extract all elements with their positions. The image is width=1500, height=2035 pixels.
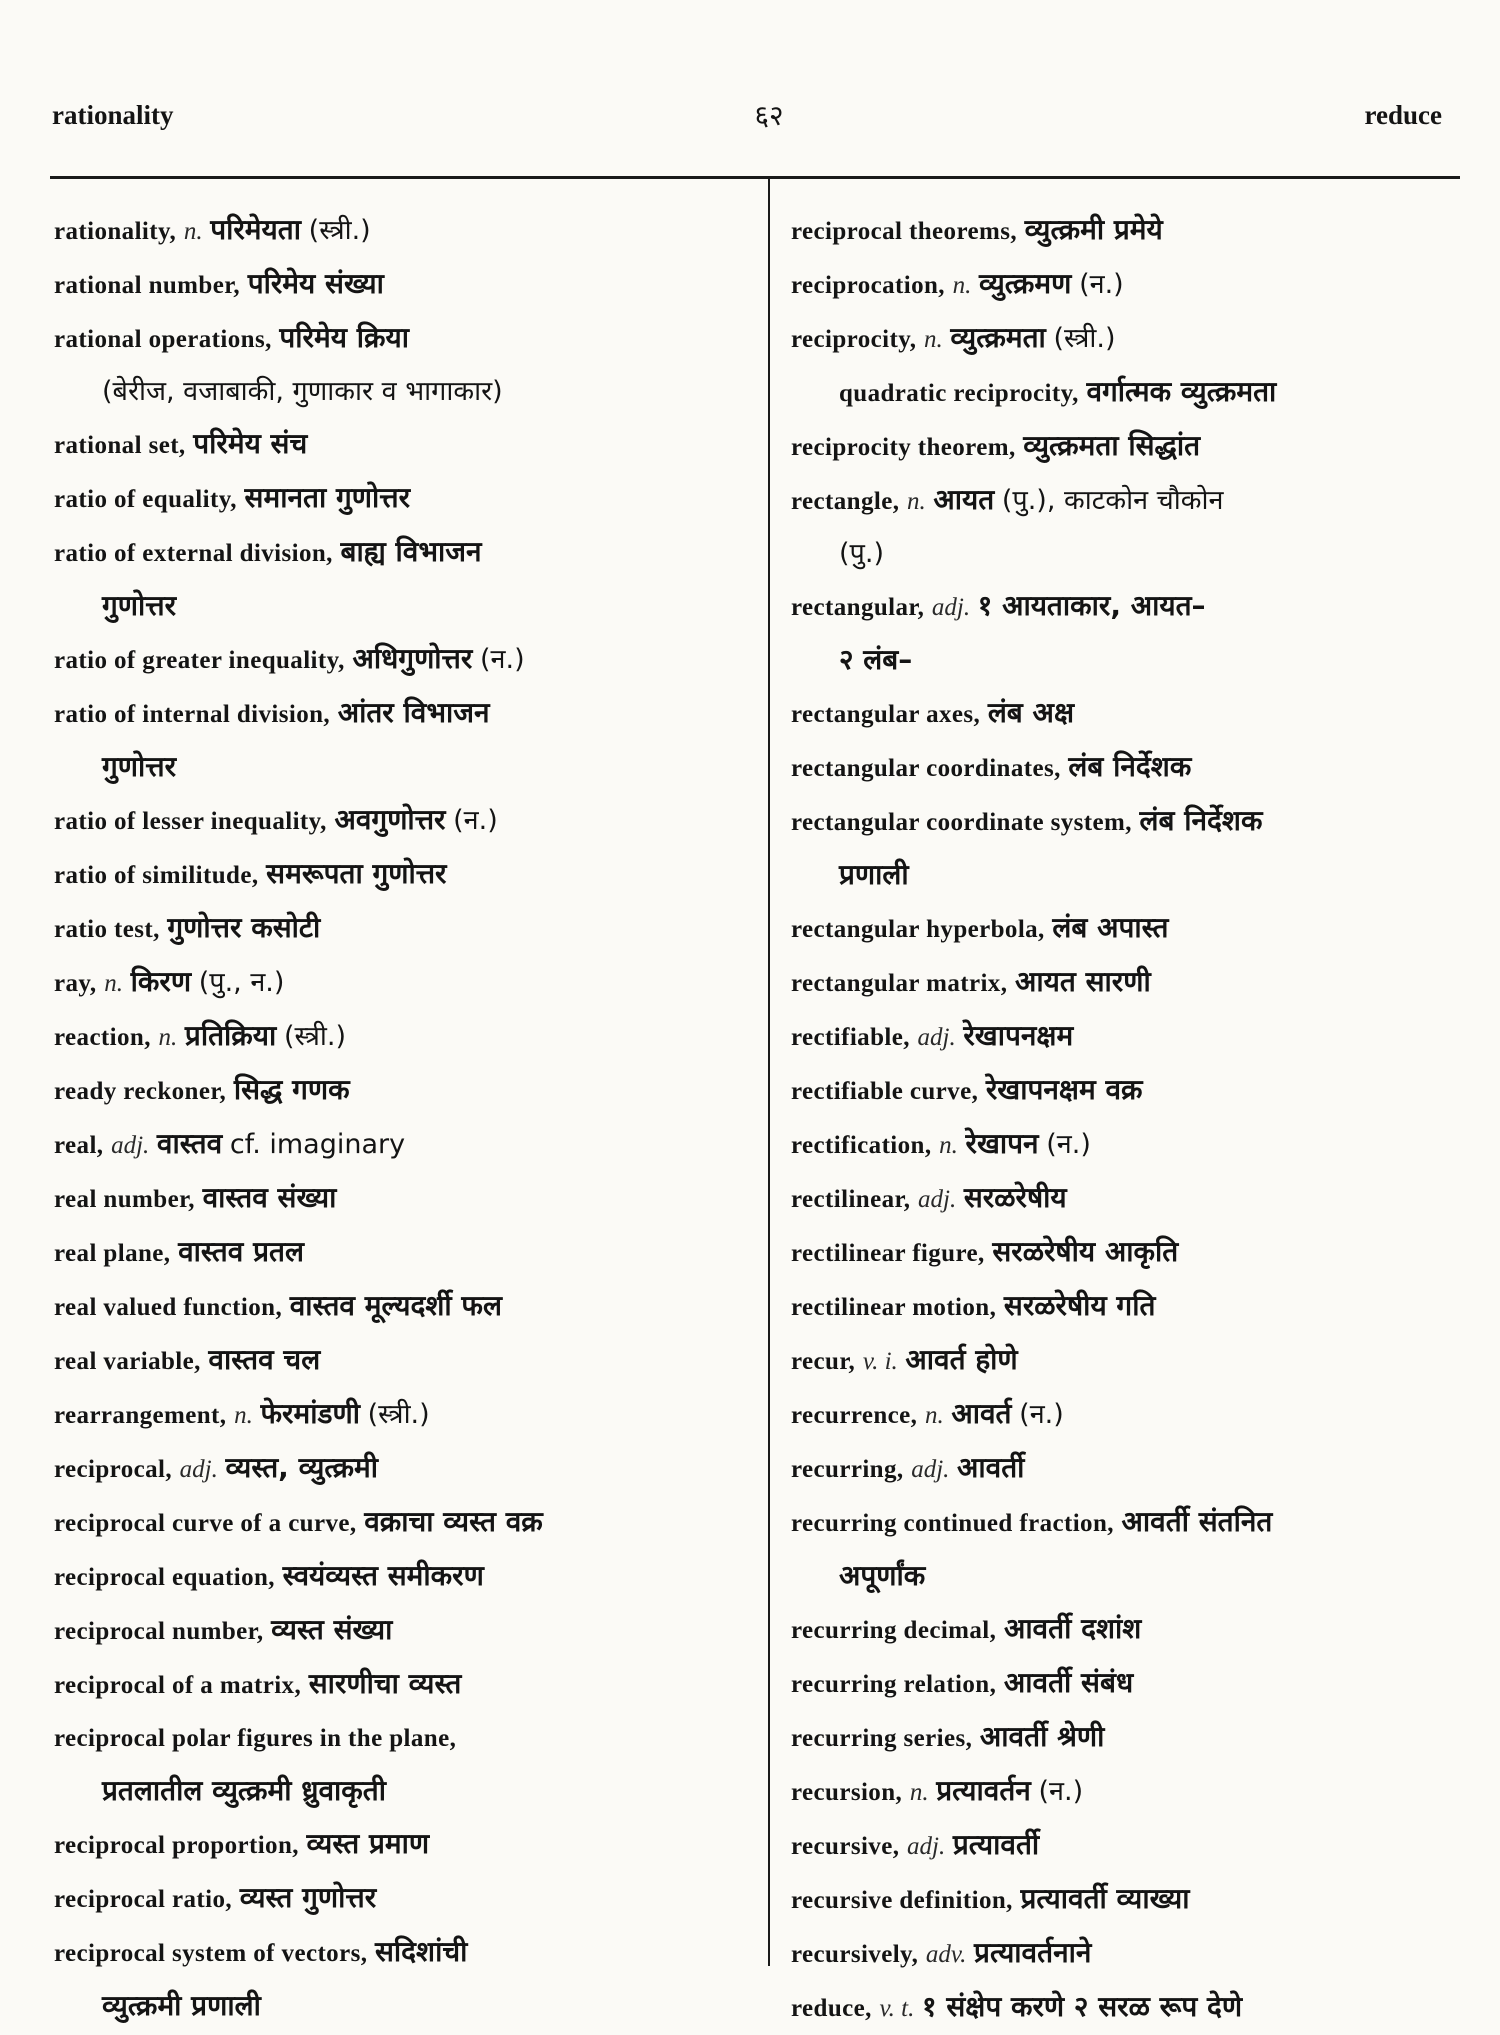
dictionary-entry [791,312,1476,366]
entry-term: rationality, [54,218,177,245]
marathi-gloss: रेखापनक्षम वक्र [985,1073,1143,1106]
dictionary-entry [54,204,744,258]
entry-term: reciprocal of a matrix, [54,1672,302,1699]
entry-term: real variable, [54,1348,201,1375]
entry-term: ratio of similitude, [54,862,259,889]
dictionary-entry [54,1712,744,1765]
entry-term: reciprocal number, [54,1618,264,1645]
entry-term: rational number, [54,272,241,299]
entry-note: (न.) [1019,1399,1064,1430]
entry-term: rectangular, [791,594,925,621]
marathi-gloss: परिमेय क्रिया [279,321,409,354]
entry-term: rectifiable, [791,1024,910,1051]
entry-term: recurrence, [791,1402,918,1429]
dictionary-entry [791,474,1476,528]
part-of-speech: n. [183,218,203,245]
entry-term: reciprocal polar figures in the plane, [54,1725,457,1752]
entry-note: (पु., न.) [198,967,285,998]
marathi-gloss: व्यस्त संख्या [271,1613,393,1646]
entry-term: real valued function, [54,1294,283,1321]
entry-term: reciprocal ratio, [54,1886,233,1913]
dictionary-entry [791,420,1476,474]
dictionary-entry [54,1280,744,1334]
part-of-speech: adv. [925,1941,967,1968]
dictionary-entry [54,312,744,366]
marathi-gloss: गुणोत्तर [102,750,177,783]
dictionary-entry [54,1442,744,1496]
entry-continuation [791,1550,1476,1603]
marathi-gloss: आंतर विभाजन [337,696,490,729]
dictionary-entry [791,1442,1476,1496]
entry-continuation [791,366,1476,420]
part-of-speech: adj. [911,1456,950,1483]
marathi-gloss: आवर्त होणे [905,1343,1018,1376]
entry-term: reciprocal system of vectors, [54,1940,368,1967]
entry-term: recur, [791,1348,856,1375]
entry-term: real number, [54,1186,195,1213]
entry-term: reciprocation, [791,272,945,299]
marathi-gloss: सरळरेषीय [963,1181,1067,1214]
entry-term: rectangular matrix, [791,970,1008,997]
part-of-speech: adj. [918,1186,957,1213]
entry-term: reciprocal curve of a curve, [54,1510,357,1537]
entry-term: recurring, [791,1456,904,1483]
dictionary-entry [54,1926,744,1980]
marathi-gloss: रेखापनक्षम [963,1019,1074,1052]
entry-term: rectangular axes, [791,701,981,728]
dictionary-entry [791,687,1476,741]
dictionary-entry [791,1118,1476,1172]
entry-term: recurring decimal, [791,1617,997,1644]
dictionary-entry [791,1927,1476,1981]
entry-term: rectification, [791,1132,932,1159]
marathi-gloss: गुणोत्तर [102,589,177,622]
dictionary-entry [791,902,1476,956]
entry-continuation [54,580,744,633]
entry-note: (स्त्री.) [308,215,371,246]
marathi-gloss: वास्तव संख्या [202,1181,337,1214]
dictionary-entry [54,1872,744,1926]
marathi-gloss: आयत [933,483,995,516]
dictionary-entry [791,204,1476,258]
marathi-gloss: लंब निर्देशक [1068,750,1192,783]
entry-note: (न.) [1079,269,1124,300]
dictionary-entry [54,848,744,902]
header-guide-word-left: rationality [52,99,174,130]
marathi-gloss: प्रत्यावर्तन [936,1774,1031,1807]
page-header [52,94,1442,136]
entry-term: reciprocal theorems, [791,218,1017,245]
entry-term: ratio of greater inequality, [54,647,345,674]
dictionary-entry [791,1981,1476,2035]
entry-continuation [54,366,744,418]
dictionary-entry [791,1010,1476,1064]
part-of-speech: n. [939,1132,958,1159]
entry-note: (न.) [1038,1776,1084,1807]
marathi-gloss: सरळरेषीय गति [1003,1289,1156,1322]
marathi-gloss: अवगुणोत्तर [334,803,446,836]
marathi-gloss: सारणीचा व्यस्त [308,1667,462,1700]
marathi-gloss: आवर्ती संतनित [1121,1505,1273,1538]
entry-note: (पु.), काटकोन चौकोन [1001,485,1224,516]
entry-note: (न.) [453,805,498,836]
marathi-gloss: व्युत्क्रमता [950,321,1046,354]
part-of-speech: adj. [917,1024,956,1051]
marathi-gloss: आवर्त [951,1397,1012,1430]
left-column [54,204,744,2033]
marathi-gloss: आयत सारणी [1015,965,1151,998]
marathi-gloss: व्यस्त, व्युत्क्रमी [225,1451,379,1484]
entry-note: (न.) [1046,1129,1091,1160]
marathi-gloss: वास्तव मूल्यदर्शी फल [289,1289,502,1322]
dictionary-entry [54,1334,744,1388]
entry-term: recursive definition, [791,1887,1013,1914]
entry-term: rectilinear, [791,1186,911,1213]
entry-note: (स्त्री.) [367,1399,430,1430]
entry-term: rational operations, [54,326,272,353]
entry-note: (बेरीज, वजाबाकी, गुणाकार व भागाकार) [102,376,503,407]
marathi-gloss: रेखापन [965,1127,1039,1160]
entry-term: rearrangement, [54,1402,227,1429]
marathi-gloss: लंब अक्ष [987,696,1075,729]
marathi-gloss: वास्तव [156,1127,223,1160]
part-of-speech: n. [909,1779,929,1806]
entry-term: reciprocal equation, [54,1564,275,1591]
entry-note: (स्त्री.) [1053,323,1116,354]
marathi-gloss: लंब निर्देशक [1139,804,1263,837]
entry-continuation [791,528,1476,580]
dictionary-entry [54,1496,744,1550]
dictionary-entry [791,795,1476,849]
part-of-speech: n. [907,488,926,515]
part-of-speech: adj. [111,1132,150,1159]
entry-term: real, [54,1132,104,1159]
marathi-gloss: १ आयताकार, आयत– [977,589,1206,622]
column-divider [768,176,770,1966]
dictionary-entry [791,1334,1476,1388]
dictionary-entry [54,633,744,687]
marathi-gloss: वर्गात्मक व्युत्क्रमता [1086,375,1277,408]
dictionary-entry [54,1550,744,1604]
entry-term: real plane, [54,1240,171,1267]
dictionary-entry [54,1388,744,1442]
part-of-speech: n. [924,326,943,353]
entry-term: ratio of lesser inequality, [54,808,327,835]
entry-term: reciprocity, [791,326,917,353]
header-rule [50,176,1460,179]
entry-term: recurring series, [791,1725,973,1752]
dictionary-entry [791,741,1476,795]
dictionary-entry [791,1226,1476,1280]
entry-term: recurring continued fraction, [791,1510,1114,1537]
marathi-gloss: गुणोत्तर कसोटी [167,911,321,944]
dictionary-entry [54,1818,744,1872]
dictionary-entry [54,687,744,741]
marathi-gloss: समानता गुणोत्तर [244,481,411,514]
marathi-gloss: सदिशांची [375,1935,468,1968]
marathi-gloss: समरूपता गुणोत्तर [266,857,447,890]
entry-term: rational set, [54,432,186,459]
entry-term: recursion, [791,1779,903,1806]
part-of-speech: adj. [931,594,971,621]
dictionary-entry [791,1064,1476,1118]
part-of-speech: adj. [907,1833,946,1860]
dictionary-entry [54,418,744,472]
part-of-speech: n. [158,1024,178,1051]
marathi-gloss: वास्तव चल [208,1343,321,1376]
entry-continuation [54,741,744,794]
dictionary-entry [791,1603,1476,1657]
dictionary-entry [54,794,744,848]
part-of-speech: v. i. [862,1348,898,1375]
marathi-gloss: सिद्ध गणक [233,1073,350,1106]
part-of-speech: n. [924,1402,944,1429]
dictionary-entry [54,1010,744,1064]
entry-term: rectangular coordinate system, [791,809,1132,836]
marathi-gloss: प्रणाली [839,858,909,891]
entry-term: rectilinear motion, [791,1294,997,1321]
entry-term: reaction, [54,1024,151,1051]
marathi-gloss: व्यस्त गुणोत्तर [239,1881,377,1914]
marathi-gloss: १ संक्षेप करणे २ सरळ रूप देणे [922,1990,1243,2023]
dictionary-entry [791,1172,1476,1226]
dictionary-entry [54,1064,744,1118]
entry-note: (पु.) [839,538,884,569]
dictionary-entry [791,1496,1476,1550]
dictionary-entry [791,1388,1476,1442]
dictionary-entry [54,258,744,312]
dictionary-entry [791,1765,1476,1819]
dictionary-entry [791,258,1476,312]
entry-term: ratio test, [54,916,160,943]
marathi-gloss: प्रतलातील व्युत्क्रमी ध्रुवाकृती [102,1774,387,1807]
marathi-gloss: प्रत्यावर्तनाने [974,1936,1092,1969]
entry-term: reciprocal, [54,1456,173,1483]
entry-note: (न.) [480,644,525,675]
marathi-gloss: बाह्य विभाजन [340,535,482,568]
marathi-gloss: आवर्ती श्रेणी [979,1720,1105,1753]
marathi-gloss: २ लंब– [839,643,913,676]
marathi-gloss: प्रतिक्रिया [184,1019,277,1052]
entry-term: rectangular coordinates, [791,755,1061,782]
marathi-gloss: आवर्ती दशांश [1003,1612,1142,1645]
entry-term: recursive, [791,1833,900,1860]
marathi-gloss: परिमेयता [210,213,302,246]
dictionary-entry [54,1172,744,1226]
marathi-gloss: परिमेय संख्या [247,267,384,300]
marathi-gloss: व्यस्त प्रमाण [306,1827,430,1860]
header-guide-word-right: reduce [1364,99,1442,130]
marathi-gloss: लंब अपास्त [1052,911,1169,944]
right-column [791,204,1476,2035]
dictionary-entry [791,580,1476,634]
entry-term: rectilinear figure, [791,1240,985,1267]
entry-term: ray, [54,970,97,997]
dictionary-entry [54,956,744,1010]
entry-term: rectangle, [791,488,900,515]
part-of-speech: v. t. [879,1995,915,2022]
marathi-gloss: वास्तव प्रतल [178,1235,304,1268]
marathi-gloss: किरण [130,965,192,998]
dictionary-entry [791,956,1476,1010]
marathi-gloss: व्युत्क्रमण [978,267,1072,300]
dictionary-entry [791,1711,1476,1765]
dictionary-entry [54,472,744,526]
dictionary-entry [54,902,744,956]
marathi-gloss: आवर्ती [957,1451,1025,1484]
marathi-gloss: फेरमांडणी [260,1397,360,1430]
entry-term: ratio of internal division, [54,701,331,728]
entry-continuation [791,849,1476,902]
entry-note: cf. imaginary [229,1129,406,1160]
part-of-speech: n. [952,272,972,299]
dictionary-entry [54,1604,744,1658]
entry-term: reciprocity theorem, [791,434,1016,461]
dictionary-entry [791,1873,1476,1927]
marathi-gloss: अपूर्णांक [839,1559,926,1592]
entry-term: ratio of external division, [54,540,333,567]
entry-term: rectangular hyperbola, [791,916,1045,943]
page-number: ६२ [754,99,784,132]
dictionary-entry [791,1819,1476,1873]
part-of-speech: adj. [179,1456,218,1483]
part-of-speech: n. [104,970,123,997]
entry-term: recurring relation, [791,1671,997,1698]
entry-continuation [54,1765,744,1818]
marathi-gloss: आवर्ती संबंध [1003,1666,1134,1699]
marathi-gloss: अधिगुणोत्तर [352,642,473,675]
marathi-gloss: व्युत्क्रमी प्रणाली [102,1989,261,2022]
marathi-gloss: वक्राचा व्यस्त वक्र [364,1505,543,1538]
marathi-gloss: प्रत्यावर्ती [952,1828,1040,1861]
entry-term: recursively, [791,1941,919,1968]
dictionary-entry [54,1658,744,1712]
entry-note: (स्त्री.) [283,1021,347,1052]
dictionary-entry [54,1118,744,1172]
entry-continuation [54,1980,744,2033]
entry-term: reduce, [791,1995,872,2022]
entry-term: rectifiable curve, [791,1078,979,1105]
marathi-gloss: सरळरेषीय आकृति [992,1235,1179,1268]
marathi-gloss: प्रत्यावर्ती व्याख्या [1020,1882,1190,1915]
dictionary-entry [791,1657,1476,1711]
marathi-gloss: स्वयंव्यस्त समीकरण [282,1559,484,1592]
marathi-gloss: व्युत्क्रमी प्रमेये [1024,213,1163,246]
marathi-gloss: व्युत्क्रमता सिद्धांत [1023,429,1201,462]
dictionary-entry [791,1280,1476,1334]
dictionary-entry [54,1226,744,1280]
entry-continuation [791,634,1476,687]
entry-term: quadratic reciprocity, [839,380,1079,407]
marathi-gloss: परिमेय संच [193,427,308,460]
entry-term: ready reckoner, [54,1078,227,1105]
part-of-speech: n. [234,1402,253,1429]
entry-term: ratio of equality, [54,486,237,513]
entry-term: reciprocal proportion, [54,1832,299,1859]
dictionary-entry [54,526,744,580]
